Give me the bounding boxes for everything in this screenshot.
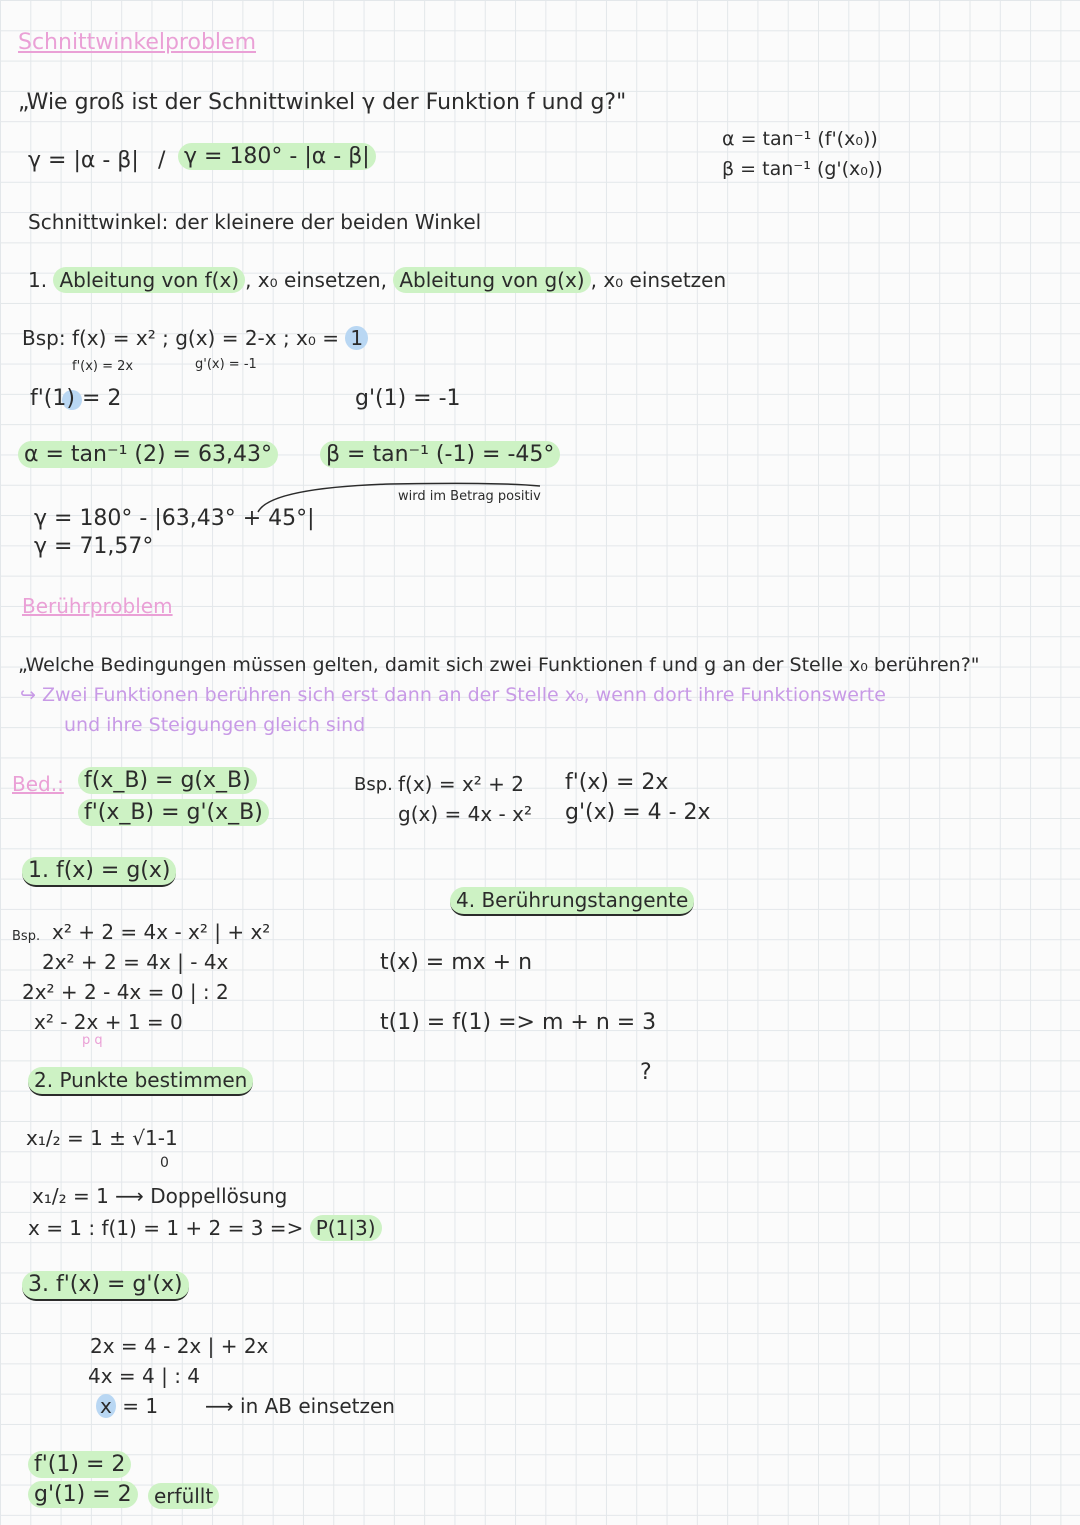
check-gprime: g'(1) = 2 [28, 1484, 138, 1506]
example-f: f(x) = x² [71, 326, 156, 350]
derivative-eq-3: x = 1 [96, 1396, 158, 1416]
tangent-condition: t(1) = f(1) => m + n = 3 [380, 1010, 657, 1035]
alpha-definition: α = tan⁻¹ (f'(x₀)) [722, 128, 878, 150]
example2-gprime: g'(x) = 4 - 2x [565, 800, 711, 825]
check-fulfilled: erfüllt [148, 1486, 219, 1506]
step1-mid: , x₀ einsetzen, [245, 268, 387, 292]
example2-fprime: f'(x) = 2x [565, 770, 669, 795]
fprime-at-1: f'(1) = 2 [30, 386, 122, 411]
step3-title: 3. f'(x) = g'(x) [22, 1274, 189, 1296]
tangent-equation: t(x) = mx + n [380, 950, 533, 975]
step1-bsp-label: Bsp. [12, 929, 41, 944]
example-label: Bsp: [22, 326, 66, 350]
equation-3: 2x² + 2 - 4x = 0 | : 2 [22, 980, 229, 1004]
derivative-arrow-note: ⟶ in AB einsetzen [205, 1394, 395, 1418]
alpha-calc: α = tan⁻¹ (2) = 63,43° [18, 444, 278, 466]
condition-1: f(x_B) = g(x_B) [78, 770, 257, 792]
point-result: P(1|3) [310, 1215, 382, 1241]
section-title-schnittwinkel: Schnittwinkelproblem [18, 30, 256, 55]
beta-note: wird im Betrag positiv [398, 489, 541, 504]
pq-marks: p q [82, 1033, 103, 1048]
example2-label: Bsp. [354, 774, 393, 795]
definition-schnittwinkel: Schnittwinkel: der kleinere der beiden Winkel [28, 210, 482, 234]
condition-2: f'(x_B) = g'(x_B) [78, 802, 269, 824]
example-x0-value: 1 [345, 326, 368, 350]
derivative-eq-1: 2x = 4 - 2x | + 2x [90, 1334, 269, 1358]
x12-zero: 0 [160, 1155, 169, 1171]
beta-definition: β = tan⁻¹ (g'(x₀)) [722, 158, 883, 180]
question-mark: ? [640, 1060, 652, 1085]
example-line [22, 328, 368, 348]
section-title-beruehrproblem: Berührproblem [22, 594, 173, 618]
equation-4: x² - 2x + 1 = 0 [34, 1010, 183, 1034]
gprime-at-1: g'(1) = -1 [355, 386, 461, 411]
step2-title: 2. Punkte bestimmen [28, 1070, 253, 1090]
example-x0: ; x₀ = [282, 326, 340, 350]
gprime-small: g'(x) = -1 [195, 357, 257, 372]
step1-highlight-f: Ableitung von f(x) [53, 267, 245, 293]
example-g: ; g(x) = 2-x [162, 326, 277, 350]
check-fprime: f'(1) = 2 [28, 1454, 131, 1476]
question-beruehrproblem: „Welche Bedingungen müssen gelten, damit sich zwei Funktionen f und g an der Stelle x₀ berühren?" [18, 654, 980, 676]
x12-formula: x₁/₂ = 1 ± √1-1 [26, 1126, 178, 1150]
step1-line [28, 270, 726, 290]
step1-end: , x₀ einsetzen [590, 268, 727, 292]
step1-number: 1. [28, 268, 48, 292]
question-schnittwinkel: „Wie groß ist der Schnittwinkel γ der Funktion f und g?" [18, 90, 627, 115]
answer-line-1: ↪ Zwei Funktionen berühren sich erst dann an der Stelle x₀, wenn dort ihre Funktionswerte [20, 684, 886, 706]
formula-separator: / [158, 148, 166, 173]
gamma-calc-1: γ = 180° - |63,43° + 45°| [34, 506, 315, 531]
gamma-calc-2: γ = 71,57° [34, 534, 154, 559]
example2-f: f(x) = x² + 2 [398, 772, 525, 796]
x12-result: x₁/₂ = 1 ⟶ Doppellösung [32, 1184, 288, 1208]
conditions-label: Bed.: [12, 772, 64, 796]
step1-highlight-g: Ableitung von g(x) [393, 267, 590, 293]
fprime-small: f'(x) = 2x [72, 359, 134, 374]
step4-title: 4. Berührungstangente [450, 890, 694, 910]
point-calc: x = 1 : f(1) = 1 + 2 = 3 => P(1|3) [28, 1218, 382, 1238]
equation-2: 2x² + 2 = 4x | - 4x [42, 950, 229, 974]
derivative-eq-2: 4x = 4 | : 4 [88, 1364, 201, 1388]
answer-line-2: und ihre Steigungen gleich sind [64, 714, 366, 736]
step1-title: 1. f(x) = g(x) [22, 860, 176, 882]
equation-1: x² + 2 = 4x - x² | + x² [52, 920, 271, 944]
example2-g: g(x) = 4x - x² [398, 802, 532, 826]
formula-gamma-abs: γ = |α - β| [28, 148, 139, 173]
beta-calc: β = tan⁻¹ (-1) = -45° [320, 444, 560, 466]
formula-gamma-180: γ = 180° - |α - β| [178, 146, 376, 168]
